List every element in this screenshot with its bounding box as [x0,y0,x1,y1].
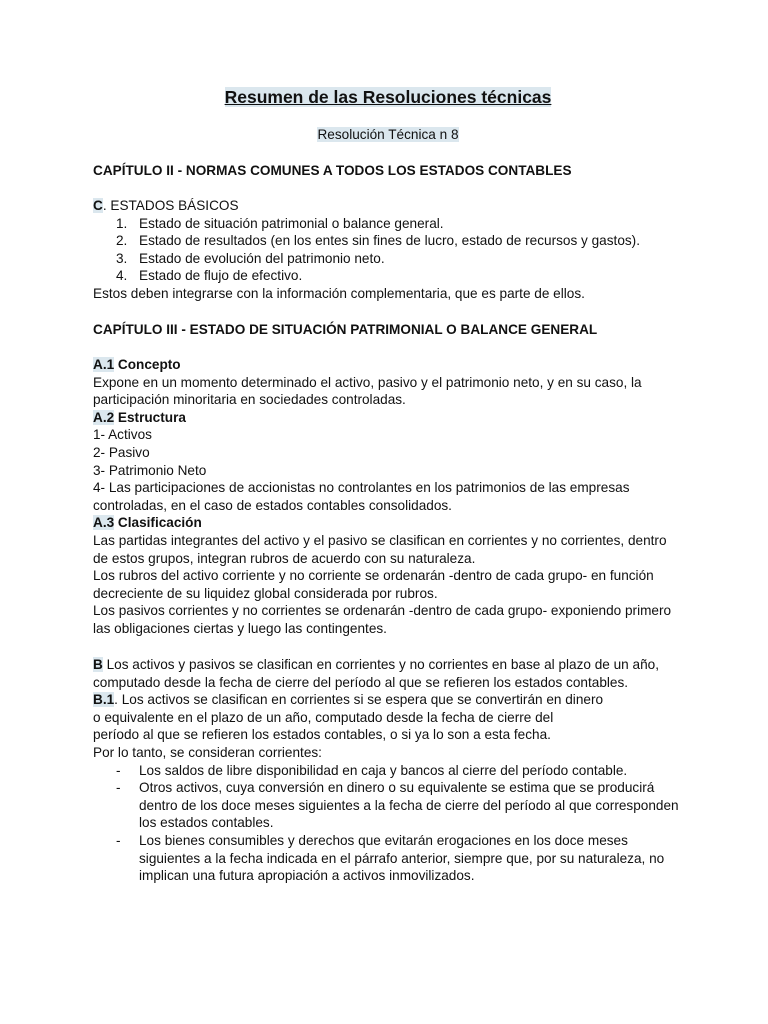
dash-marker: - [116,780,121,796]
list-item [93,762,683,780]
document-title [93,86,683,108]
a2-code: A.2 [93,409,115,425]
list-item-text: Otros activos, cuya conversión en dinero o su equivalente se estima que se producirá dentro de los doce meses siguientes a la fecha de cierre del período al que corresponden los estados contables. [139,780,679,831]
a3-paragraph: Los rubros del activo corriente y no corriente se ordenarán -dentro de cada grupo- en función decreciente de su liquidez global considerada por rubros. [93,568,654,601]
list-item-text: Los saldos de libre disponibilidad en caja y bancos al cierre del período contable. [139,762,628,778]
a2-line: 2- Pasivo [93,444,150,460]
document-subtitle-text: Resolución Técnica n 8 [317,127,459,142]
a3-paragraph: Los pasivos corrientes y no corrientes se ordenarán -dentro de cada grupo- exponiendo primero las obligaciones ciertas y luego las contingentes. [93,603,672,636]
b1-text: . Los activos se clasifican en corrientes si se espera que se convertirán en dinero [114,692,604,708]
a2-line: 1- Activos [93,427,152,443]
list-item-text: Los bienes consumibles y derechos que evitarán erogaciones en los doce meses siguientes a la fecha indicada en el párrafo anterior, siempre que, por su naturaleza, no implican una futura apropiación a activos inmovilizados. [139,832,665,884]
chapter-3-body [93,356,683,638]
b-text: Los activos y pasivos se clasifican en corrientes y no corrientes en base al plazo de un año, computado desde la fecha de cierre del período al que se refieren los estados contables. [93,657,659,690]
chapter-2-heading: CAPÍTULO II - NORMAS COMUNES A TODOS LOS ESTADOS CONTABLES [93,163,572,178]
list-item [93,232,683,250]
a1-title: Concepto [114,357,181,372]
b1-line [93,691,683,709]
b-paragraph [93,656,683,691]
b1-line: Por lo tanto, se consideran corrientes: [93,744,322,760]
list-item [93,267,683,285]
chapter-3-heading-block [93,321,683,339]
list-item-text: Estado de flujo de efectivo. [139,268,303,284]
a3-title: Clasificación [114,515,202,531]
list-item-text: Estado de situación patrimonial o balance general. [139,215,444,231]
list-item [93,215,683,233]
a1-code: A.1 [93,357,115,372]
estados-basicos-title: . ESTADOS BÁSICOS [102,198,239,213]
list-item [93,832,683,885]
a2-heading [93,409,683,427]
b1-line: período al que se refieren los estados contables, o si ya lo son a esta fecha. [93,727,551,743]
list-item-number: 2. [116,233,128,249]
b1-line: o equivalente en el plazo de un año, computado desde la fecha de cierre del [93,709,554,725]
b1-code: B.1 [93,692,115,708]
b-code: B [93,657,103,672]
corrientes-list [93,762,683,885]
estados-basicos-heading [93,197,683,215]
chapter-3-heading: CAPÍTULO III - ESTADO DE SITUACIÓN PATRIMONIAL O BALANCE GENERAL [93,322,598,337]
a3-heading [93,514,683,532]
list-item-text: Estado de evolución del patrimonio neto. [139,250,385,266]
a2-line: 3- Patrimonio Neto [93,462,207,478]
document-title-text: Resumen de las Resoluciones técnicas [224,87,552,107]
list-item-number: 1. [116,215,128,231]
chapter-2-section [93,162,683,180]
estados-basicos-note: Estos deben integrarse con la información complementaria, que es parte de ellos. [93,285,585,301]
a1-text: Expone en un momento determinado el activo, pasivo y el patrimonio neto, y en su caso, la participación minoritaria en sociedades controladas. [93,374,642,408]
estados-basicos-section [93,197,683,303]
list-item-number: 4. [116,268,128,284]
a2-title: Estructura [114,409,186,425]
section-b [93,656,683,885]
dash-marker: - [116,762,121,778]
a3-paragraph: Las partidas integrantes del activo y el pasivo se clasifican en corrientes y no corrientes, dentro de estos grupos, integran rubros de acuerdo con su naturaleza. [93,532,667,566]
list-item [93,250,683,268]
estados-basicos-list [93,215,683,285]
section-code-c: C [93,198,103,213]
list-item [93,779,683,832]
a2-line: 4- Las participaciones de accionistas no controlantes en los patrimonios de las empresas controladas, en el caso de estados contables consolidados. [93,480,630,513]
list-item-text: Estado de resultados (en los entes sin fines de lucro, estado de recursos y gastos). [139,233,640,249]
a1-heading [93,356,683,374]
a3-code: A.3 [93,515,115,531]
list-item-number: 3. [116,250,128,266]
dash-marker: - [116,832,121,848]
document-subtitle [93,126,683,144]
